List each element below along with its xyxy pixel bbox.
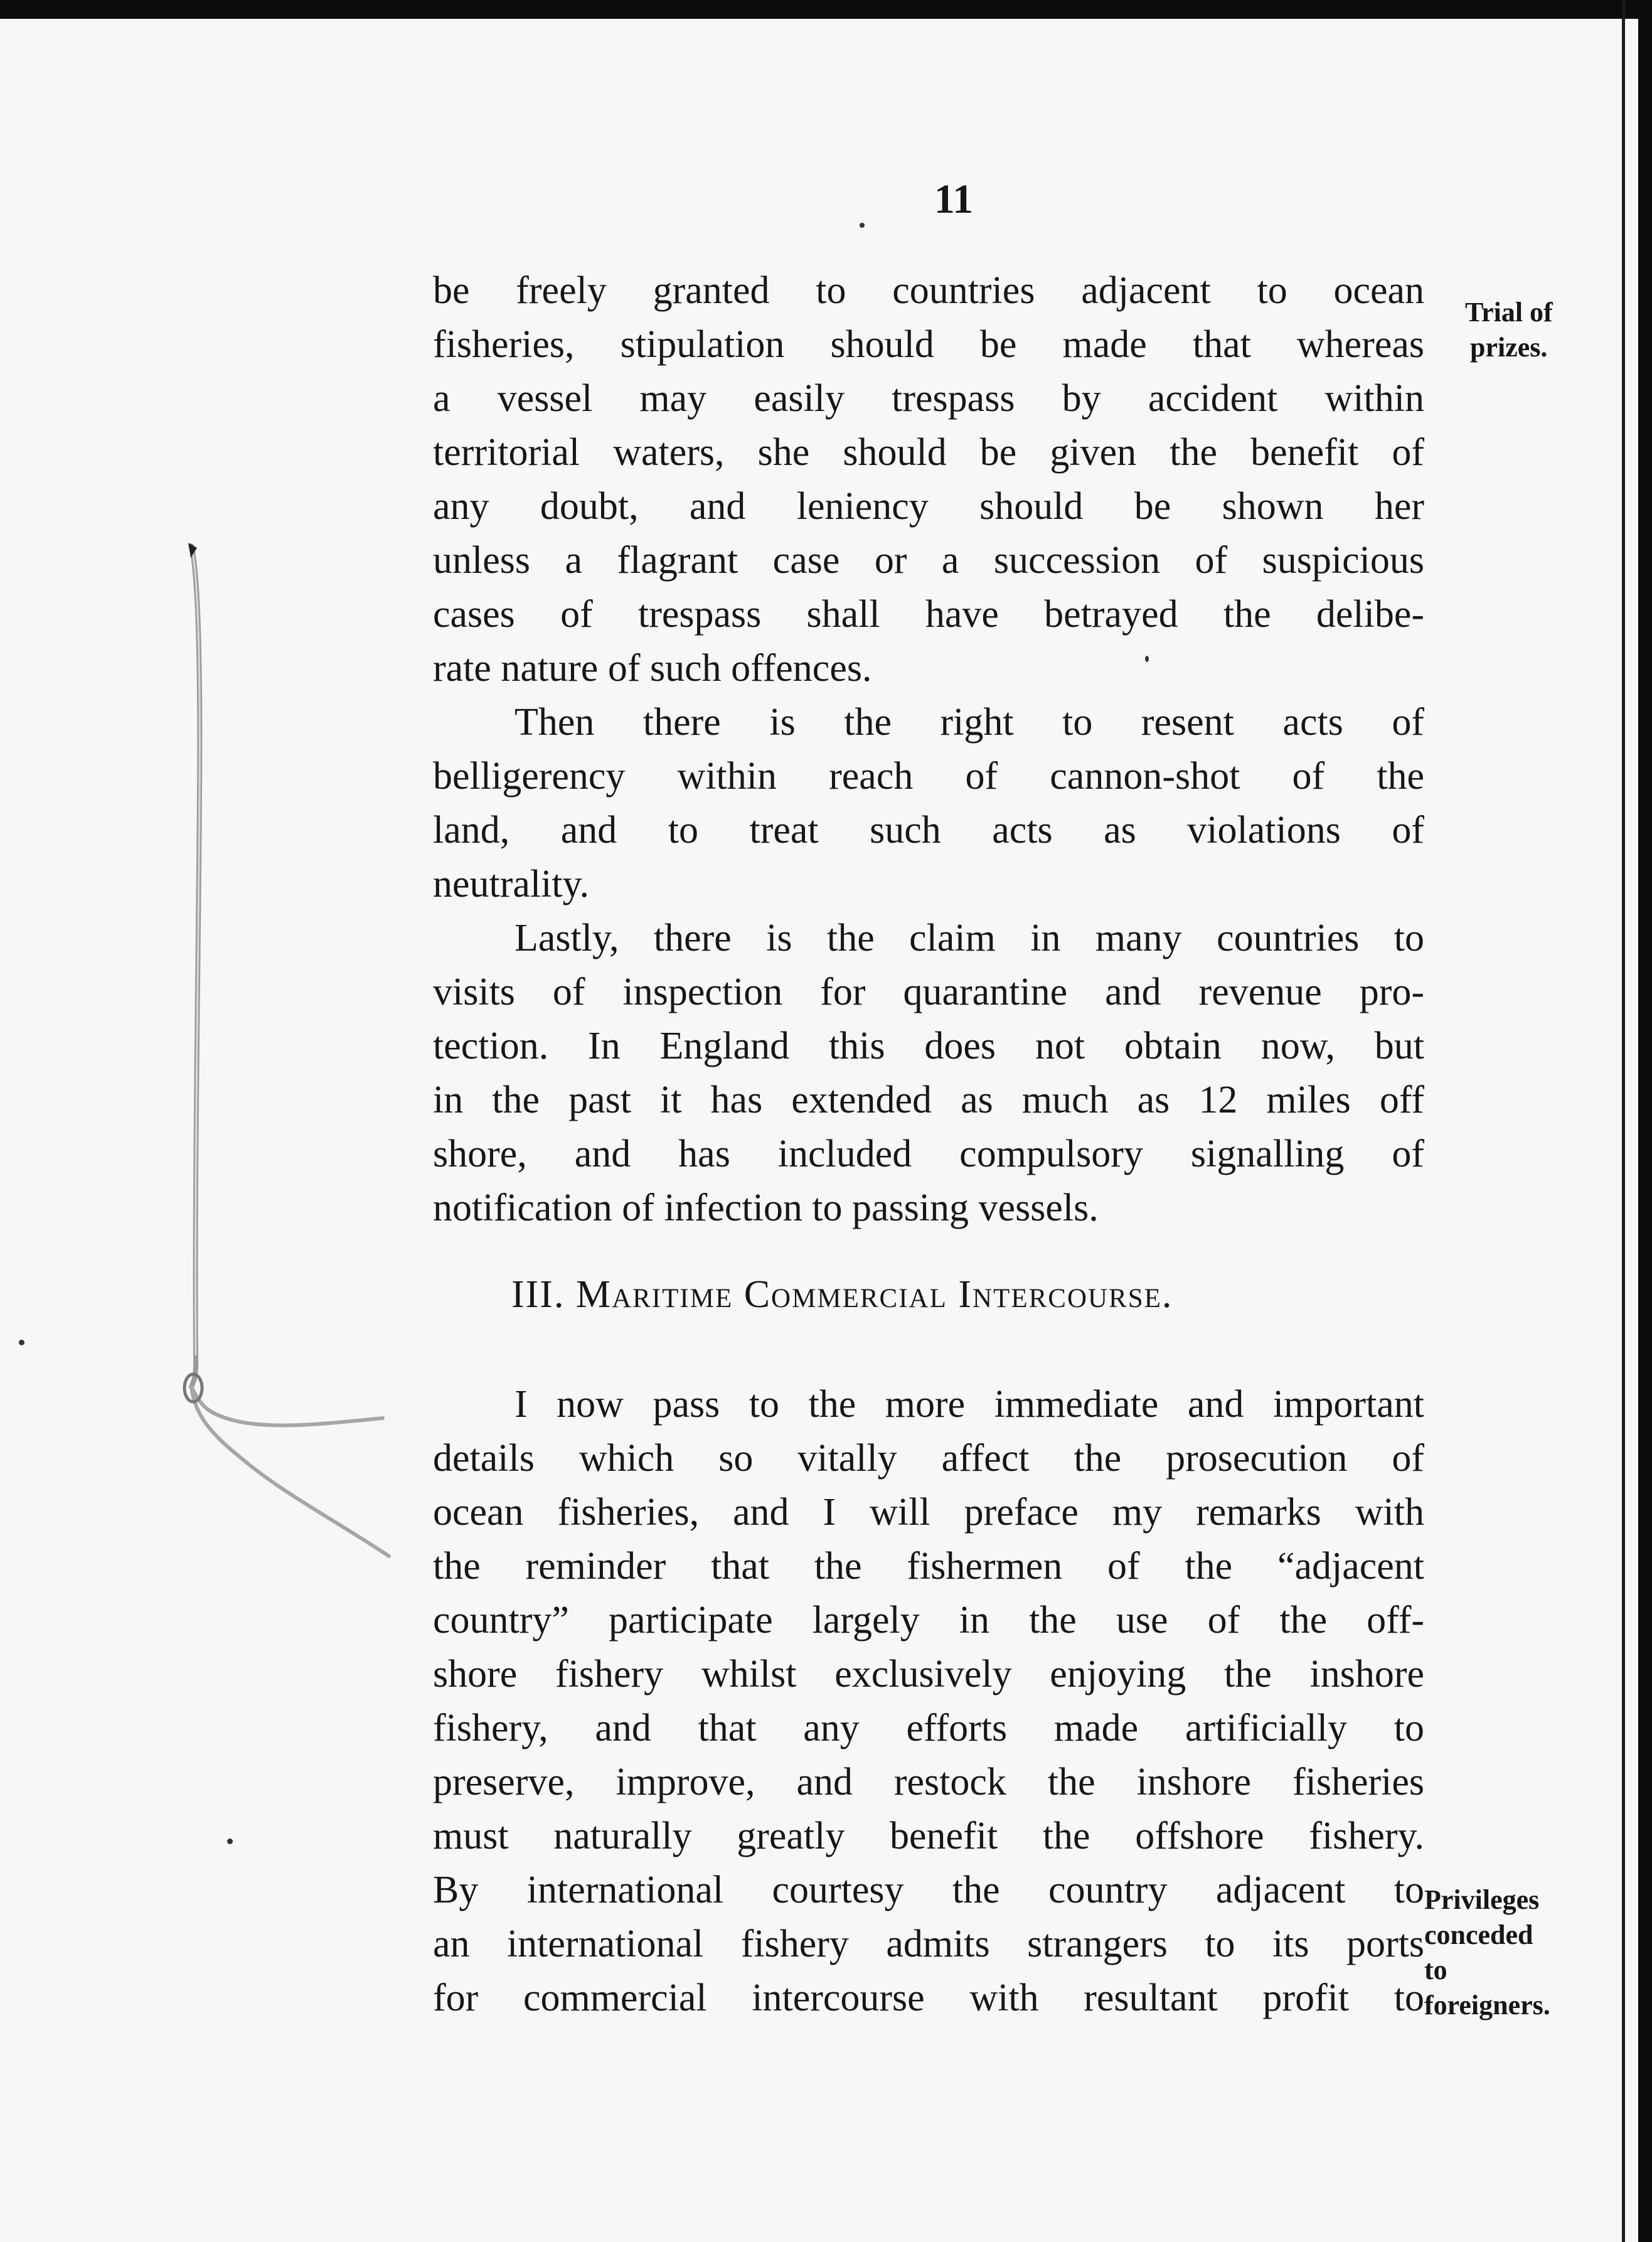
scan-speck [860, 223, 865, 228]
text-line: ocean fisheries, and I will preface my remarks with [433, 1491, 1424, 1534]
text-line: country” participate largely in the use of the off- [433, 1599, 1424, 1641]
text-line: shore fishery whilst exclusively enjoying the inshore [433, 1653, 1424, 1695]
text-line: cases of trespass shall have betrayed the delibe- [433, 593, 1424, 636]
text-line: details which so vitally affect the prosecution of [433, 1437, 1424, 1480]
text-line: Then there is the right to resent acts of [514, 701, 1424, 744]
text-line: land, and to treat such acts as violations of [433, 809, 1424, 851]
text-line: visits of inspection for quarantine and revenue pro- [433, 971, 1424, 1013]
margin-note-line: Privileges [1424, 1884, 1540, 1915]
scan-speck [227, 1839, 233, 1844]
scan-speck [1145, 656, 1149, 662]
text-line: for commercial intercourse with resultant profit to [433, 1977, 1424, 2019]
text-line: an international fishery admits strangers to its ports [433, 1923, 1424, 1965]
scan-right-edge [1638, 0, 1652, 2242]
text-line: be freely granted to countries adjacent to ocean [433, 269, 1424, 312]
text-line: preserve, improve, and restock the inshore fisheries [433, 1761, 1424, 1803]
text-line: Lastly, there is the claim in many countries to [514, 917, 1424, 959]
text-line: in the past it has extended as much as 12 miles off [433, 1079, 1424, 1121]
text-line: notification of infection to passing vessels. [433, 1187, 1099, 1229]
margin-note-line: conceded [1424, 1919, 1533, 1950]
text-line: a vessel may easily trespass by accident within [433, 377, 1424, 420]
text-line: neutrality. [433, 863, 590, 905]
text-line: must naturally greatly benefit the offshore fishery. [433, 1815, 1424, 1857]
scan-top-edge [0, 0, 1652, 19]
margin-note-line: foreigners. [1424, 1990, 1550, 2020]
text-line: I now pass to the more immediate and important [514, 1383, 1424, 1426]
page-number: 11 [934, 176, 974, 222]
scan-right-rule [1622, 0, 1625, 2242]
scan-speck [19, 1340, 24, 1345]
text-line: fisheries, stipulation should be made that whereas [433, 323, 1424, 366]
margin-note-line: Trial of [1465, 297, 1553, 328]
text-line: By international courtesy the country adjacent to [433, 1869, 1424, 1911]
text-line: fishery, and that any efforts made artificially to [433, 1707, 1424, 1749]
text-line: unless a flagrant case or a succession of suspicious [433, 539, 1424, 582]
text-line: any doubt, and leniency should be shown her [433, 485, 1424, 528]
margin-note-privileges [1424, 1882, 1550, 2023]
text-line: territorial waters, she should be given the benefit of [433, 431, 1424, 474]
text-line: tection. In England this does not obtain now, but [433, 1025, 1424, 1067]
margin-note-line: to [1424, 1955, 1447, 1985]
margin-note-line: prizes. [1470, 332, 1548, 363]
text-line: shore, and has included compulsory signalling of [433, 1133, 1424, 1175]
text-line: rate nature of such offences. [433, 647, 872, 690]
binding-string-illustration [157, 540, 408, 1669]
section-heading: III. Maritime Commercial Intercourse. [511, 1273, 1173, 1316]
margin-note-trial-of-prizes [1465, 295, 1553, 365]
text-line: belligerency within reach of cannon-shot of the [433, 755, 1424, 798]
text-line: the reminder that the fishermen of the “adjacent [433, 1545, 1424, 1588]
